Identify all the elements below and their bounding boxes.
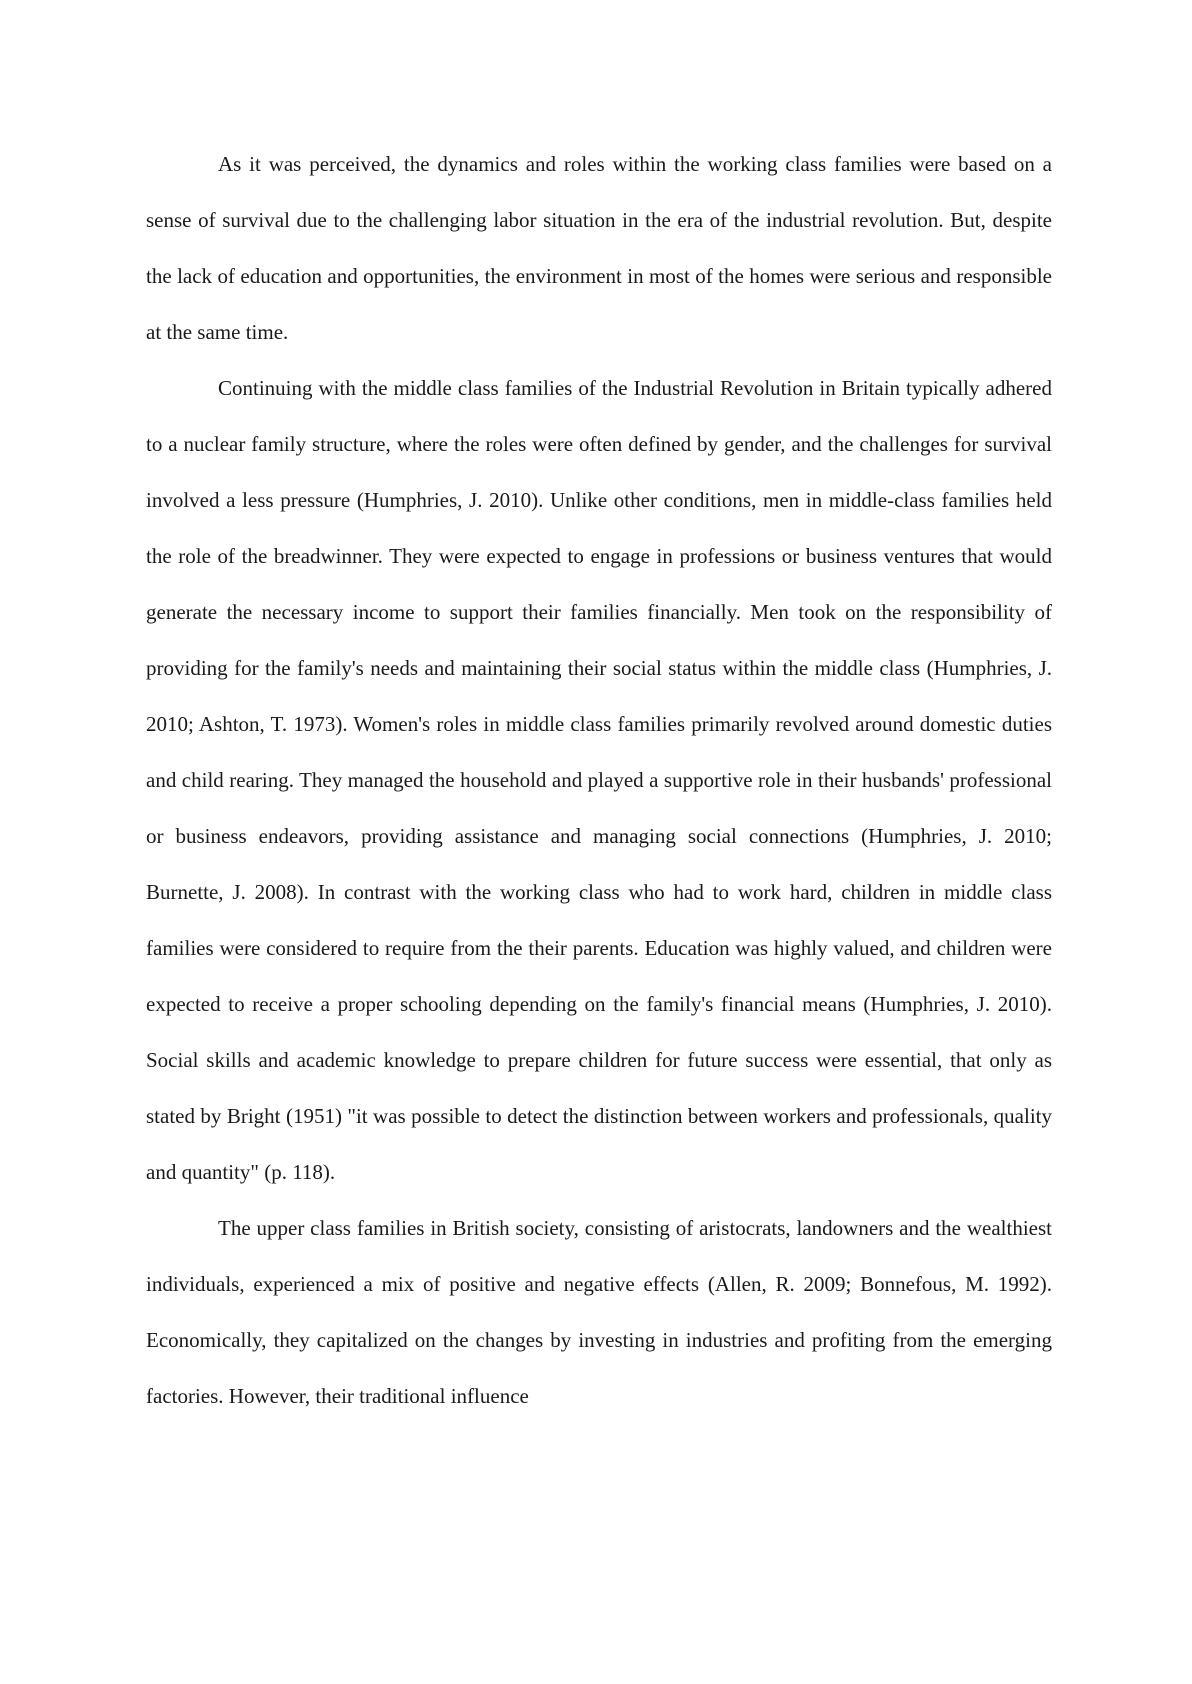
body-text — [146, 136, 1052, 1424]
paragraph-upper-class: The upper class families in British society, consisting of aristocrats, landowners and the wealthiest individuals, experienced a mix of positive and negative effects (Allen, R. 2009; Bonnefous, M. 1992). Economically, they capitalized on the changes by investing in industries and profiting from the emerging factories. However, their traditional influence — [146, 1216, 1052, 1408]
paragraph-middle-class: Continuing with the middle class families of the Industrial Revolution in Britain typically adhered to a nuclear family structure, where the roles were often defined by gender, and the challenges for survival involved a less pressure (Humphries, J. 2010). Unlike other conditions, men in middle-class families held the role of the breadwinner. They were expected to engage in professions or business ventures that would generate the necessary income to support their families financially. Men took on the responsibility of providing for the family's needs and maintaining their social status within the middle class (Humphries, J. 2010; Ashton, T. 1973). Women's roles in middle class families primarily revolved around domestic duties and child rearing. They managed the household and played a supportive role in their husbands' professional or business endeavors, providing assistance and managing social connections (Humphries, J. 2010; Burnette, J. 2008). In contrast with the working class who had to work hard, children in middle class families were considered to require from the their parents. Education was highly valued, and children were expected to receive a proper schooling depending on the family's financial means (Humphries, J. 2010). Social skills and academic knowledge to prepare children for future success were essential, that only as stated by Bright (1951) "it was possible to detect the distinction between workers and professionals, quality and quantity" (p. 118). — [146, 376, 1052, 1184]
paragraph-working-class: As it was perceived, the dynamics and roles within the working class families were based on a sense of survival due to the challenging labor situation in the era of the industrial revolution. But, despite the lack of education and opportunities, the environment in most of the homes were serious and responsible at the same time. — [146, 152, 1052, 344]
